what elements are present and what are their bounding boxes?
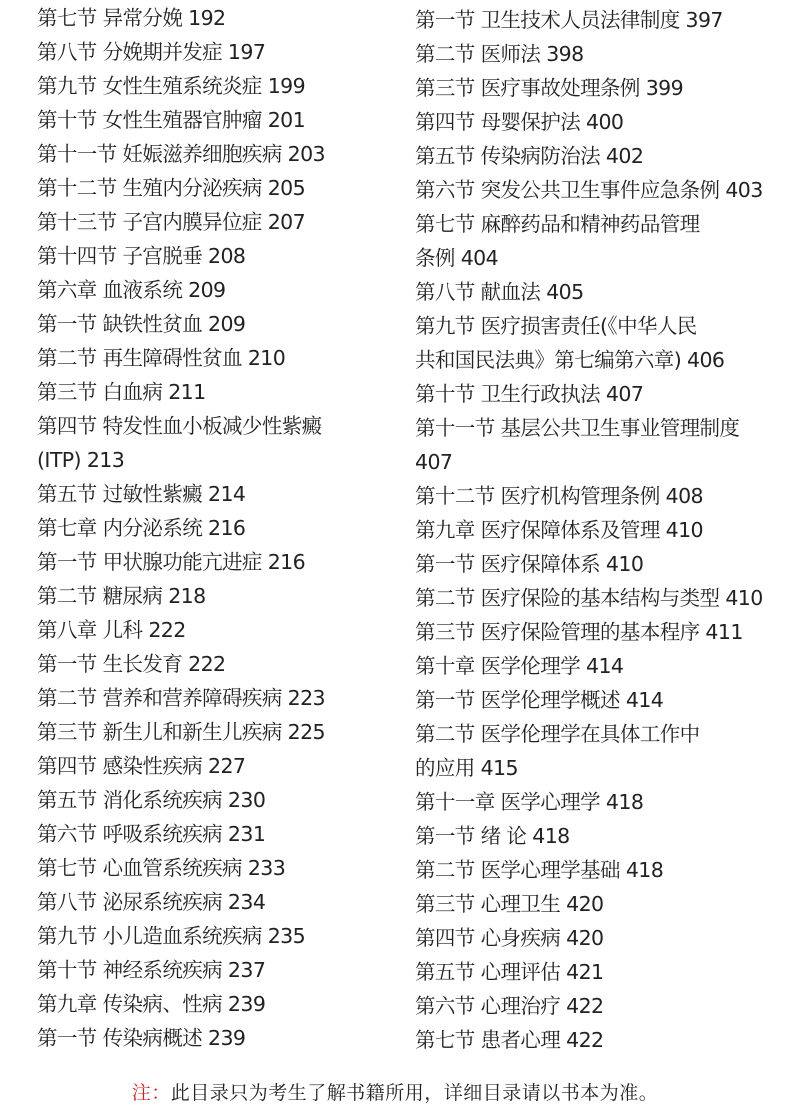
- toc-entry: 第八节 献血法 405: [415, 280, 584, 304]
- toc-entry: 第四节 感染性疾病 227: [37, 754, 246, 778]
- toc-entry: 第一节 传染病概述 239: [37, 1026, 246, 1050]
- toc-entry: 第十节 女性生殖器官肿瘤 201: [37, 108, 306, 132]
- toc-entry: 第十节 卫生行政执法 407: [415, 382, 644, 406]
- toc-entry: 第三节 新生儿和新生儿疾病 225: [37, 720, 325, 744]
- toc-entry: 第八节 分娩期并发症 197: [37, 40, 266, 64]
- toc-entry: 第四节 心身疾病 420: [415, 926, 604, 950]
- toc-right-column: [415, 3, 780, 1057]
- toc-entry: 第十二节 生殖内分泌疾病 205: [37, 176, 306, 200]
- toc-entry: 第二节 营养和营养障碍疾病 223: [37, 686, 325, 710]
- toc-entry: 第二节 医学心理学基础 418: [415, 858, 664, 882]
- toc-chapter-entry: 第九章 医疗保障体系及管理 410: [415, 518, 703, 542]
- toc-entry: 第二节 医师法 398: [415, 42, 584, 66]
- footnote-label: 注：: [131, 1082, 171, 1104]
- toc-entry: 第七节 异常分娩 192: [37, 6, 226, 30]
- toc-entry: 第三节 医疗保险管理的基本程序 411: [415, 620, 743, 644]
- toc-entry: 第三节 医疗事故处理条例 399: [415, 76, 684, 100]
- toc-entry-continuation: 407: [415, 450, 453, 474]
- footnote: [0, 1078, 790, 1108]
- toc-entry: 第三节 白血病 211: [37, 380, 206, 404]
- toc-entry: 第一节 甲状腺功能亢进症 216: [37, 550, 306, 574]
- toc-entry: 第一节 绪 论 418: [415, 824, 570, 848]
- toc-left-column: [37, 1, 392, 1055]
- toc-entry: 第二节 再生障碍性贫血 210: [37, 346, 286, 370]
- toc-entry-continuation: 的应用 415: [415, 756, 518, 780]
- toc-entry: 第五节 过敏性紫癜 214: [37, 482, 246, 506]
- toc-entry: 第十一节 基层公共卫生事业管理制度: [415, 416, 740, 440]
- toc-entry: 第二节 医学伦理学在具体工作中: [415, 722, 700, 746]
- toc-entry: 第九节 女性生殖系统炎症 199: [37, 74, 306, 98]
- toc-chapter-entry: 第七章 内分泌系统 216: [37, 516, 246, 540]
- toc-entry: 第八节 泌尿系统疾病 234: [37, 890, 266, 914]
- toc-entry: 第二节 糖尿病 218: [37, 584, 206, 608]
- toc-entry: 第九节 医疗损害责任(《中华人民: [415, 314, 697, 338]
- toc-entry: 第一节 生长发育 222: [37, 652, 226, 676]
- toc-entry-continuation: (ITP) 213: [37, 448, 125, 472]
- toc-entry: 第二节 医疗保险的基本结构与类型 410: [415, 586, 763, 610]
- toc-entry: 第四节 特发性血小板减少性紫癜: [37, 414, 322, 438]
- toc-entry: 第十节 神经系统疾病 237: [37, 958, 266, 982]
- toc-entry: 第七节 麻醉药品和精神药品管理: [415, 212, 700, 236]
- toc-entry: 第七节 心血管系统疾病 233: [37, 856, 286, 880]
- toc-chapter-entry: 第八章 儿科 222: [37, 618, 186, 642]
- toc-entry-continuation: 共和国民法典》第七编第六章) 406: [415, 348, 725, 372]
- toc-entry: 第四节 母婴保护法 400: [415, 110, 624, 134]
- footnote-text: 此目录只为考生了解书籍所用，详细目录请以书本为准。: [170, 1082, 659, 1104]
- toc-entry: 第一节 缺铁性贫血 209: [37, 312, 246, 336]
- toc-chapter-entry: 第九章 传染病、性病 239: [37, 992, 266, 1016]
- toc-entry: 第六节 心理治疗 422: [415, 994, 604, 1018]
- toc-entry: 第六节 突发公共卫生事件应急条例 403: [415, 178, 763, 202]
- toc-entry: 第一节 医学伦理学概述 414: [415, 688, 664, 712]
- toc-entry-continuation: 条例 404: [415, 246, 499, 270]
- toc-entry: 第五节 消化系统疾病 230: [37, 788, 266, 812]
- toc-entry: 第三节 心理卫生 420: [415, 892, 604, 916]
- toc-entry: 第七节 患者心理 422: [415, 1028, 604, 1052]
- toc-chapter-entry: 第六章 血液系统 209: [37, 278, 226, 302]
- toc-entry: 第九节 小儿造血系统疾病 235: [37, 924, 306, 948]
- toc-entry: 第五节 传染病防治法 402: [415, 144, 644, 168]
- toc-entry: 第十三节 子宫内膜异位症 207: [37, 210, 306, 234]
- toc-entry: 第五节 心理评估 421: [415, 960, 604, 984]
- toc-entry: 第一节 医疗保障体系 410: [415, 552, 644, 576]
- toc-entry: 第十一节 妊娠滋养细胞疾病 203: [37, 142, 325, 166]
- toc-entry: 第一节 卫生技术人员法律制度 397: [415, 8, 723, 32]
- toc-entry: 第十四节 子宫脱垂 208: [37, 244, 246, 268]
- toc-entry: 第十二节 医疗机构管理条例 408: [415, 484, 703, 508]
- toc-chapter-entry: 第十一章 医学心理学 418: [415, 790, 644, 814]
- toc-entry: 第六节 呼吸系统疾病 231: [37, 822, 266, 846]
- toc-chapter-entry: 第十章 医学伦理学 414: [415, 654, 624, 678]
